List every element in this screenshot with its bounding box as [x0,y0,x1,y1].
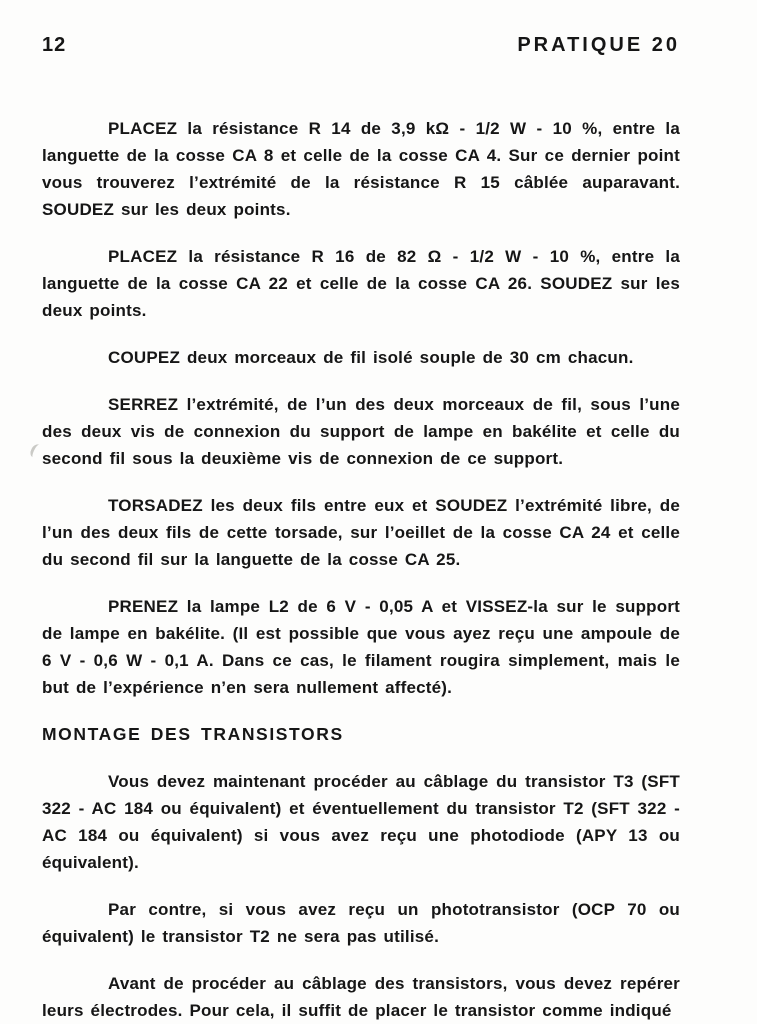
paragraph-phototransistor: Par contre, si vous avez reçu un phototransistor (OCP 70 ou équivalent) le transistor T2 ne sera pas utilisé. [42,900,680,946]
section-heading-montage-transistors: MONTAGE DES TRANSISTORS [42,724,344,744]
paragraph-placez-r16: PLACEZ la résistance R 16 de 82 Ω - 1/2 W - 10 %, entre la languette de la cosse CA 22 et celle de la cosse CA 26. SOUDEZ sur les deux points. [42,247,680,320]
paragraph-serrez-vis: SERREZ l’extrémité, de l’un des deux morceaux de fil, sous l’une des deux vis de connexion du support de lampe en bakélite et celle du second fil sous la deuxième vis de connexion de ce support. [42,395,680,468]
paragraph-prenez-lampe: PRENEZ la lampe L2 de 6 V - 0,05 A et VISSEZ-la sur le support de lampe en bakélite. (Il est possible que vous ayez reçu une ampoule de 6 V - 0,6 W - 0,1 A. Dans ce cas, le filament rougira simplement, mais le but de l’expérience n’en sera nullement affecté). [42,597,680,697]
paragraph-placez-r14: PLACEZ la résistance R 14 de 3,9 kΩ - 1/2 W - 10 %, entre la languette de la cosse CA 8 et celle de la cosse CA 4. Sur ce dernier point vous trouverez l’extrémité de la résistance R 15 câblée auparavant. SOUDEZ sur les deux points. [42,119,680,219]
paragraph-torsadez-soudez: TORSADEZ les deux fils entre eux et SOUDEZ l’extrémité libre, de l’un des deux fils de cette torsade, sur l’oeillet de la cosse CA 24 et celle du second fil sur la languette de la cosse CA 25. [42,496,680,569]
page-header [42,34,680,57]
page-body-text [42,115,680,1024]
running-title: PRATIQUE 20 [517,34,680,56]
paragraph-reperer-electrodes: Avant de procéder au câblage des transistors, vous devez repérer leurs électrodes. Pour cela, il suffit de placer le transistor comme indiqué [42,974,680,1020]
page-number: 12 [42,34,67,56]
paragraph-cablage-t3: Vous devez maintenant procéder au câblage du transistor T3 (SFT 322 - AC 184 ou équivalent) et éventuellement du transistor T2 (SFT 322 - AC 184 ou équivalent) si vous avez reçu une photodiode (APY 13 ou équivalent). [42,772,680,872]
paragraph-coupez-fils: COUPEZ deux morceaux de fil isolé souple de 30 cm chacun. [108,348,634,367]
